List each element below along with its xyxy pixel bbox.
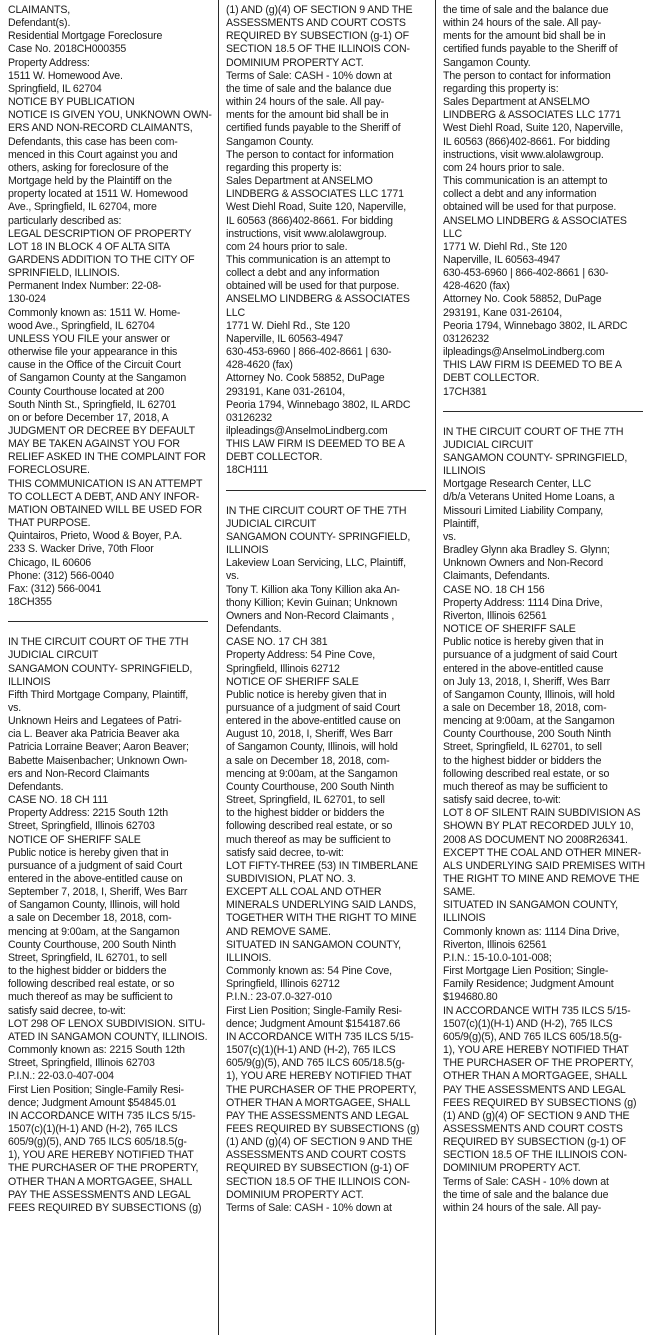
notice-line: Property Address: (8, 56, 90, 69)
notice-line: AND REMOVE SAME. (226, 925, 331, 938)
notice-line: Lakeview Loan Servicing, LLC, Plaintiff, (226, 557, 406, 570)
notice-line: 605/9(g)(5), AND 765 ILCS 605/18.5(g- (443, 1030, 622, 1043)
column-divider (435, 0, 436, 1335)
notice-line: ALS UNDERLYING SAID PREMISES WITH (443, 859, 646, 872)
notice-line: CASE NO. 18 CH 111 (8, 794, 108, 807)
notice-line: 605/9(g)(5), AND 765 ILCS 605/18.5(g- (226, 1057, 405, 1070)
notice-line: Sales Department at ANSELMO (443, 96, 590, 109)
notice-line: instructions, visit www.alolawgroup. (226, 227, 387, 240)
notice-line: Residential Mortgage Foreclosure (8, 30, 163, 43)
notice-line: THIS LAW FIRM IS DEEMED TO BE A (443, 359, 622, 372)
notice-line: Terms of Sale: CASH - 10% down at (226, 69, 392, 82)
notice-line: 1507(c)(1)(H-1) AND (H-2), 765 ILCS (8, 1122, 178, 1135)
notice-line: com 24 hours prior to sale. (226, 240, 348, 253)
notice-line: entered in the above-entitled cause on (226, 715, 401, 728)
notice-line: 428-4620 (fax) (443, 280, 510, 293)
notice-line: Commonly known as: 54 Pine Cove, (226, 965, 392, 978)
notice-line: 630-453-6960 | 866-402-8661 | 630- (443, 267, 609, 280)
notice-line: 18CH111 (226, 464, 269, 477)
notice-line: This communication is an attempt to (443, 175, 608, 188)
notice-line: Bradley Glynn aka Bradley S. Glynn; (443, 544, 610, 557)
notice-line: collect a debt and any information (443, 188, 597, 201)
notice-line: Missouri Limited Liability Company, (443, 504, 603, 517)
notice-line: wood Ave., Springfield, IL 62704 (8, 319, 155, 332)
notice-line: Street, Springfield, Illinois 62703 (8, 1057, 155, 1070)
notice-line: 17CH381 (443, 385, 487, 398)
notice-line: Claimants, Defendants. (443, 570, 550, 583)
notice-line: 18CH355 (8, 596, 52, 609)
notice-line: ments for the amount bid shall be in (443, 30, 606, 43)
notice-line: Permanent Index Number: 22-08- (8, 280, 162, 293)
notice-line: Quintairos, Prieto, Wood & Boyer, P.A. (8, 530, 183, 543)
notice-line: others, asking for foreclosure of the (8, 161, 169, 174)
notice-line: ASSESSMENTS AND COURT COSTS (443, 1122, 623, 1135)
notice-line: Sangamon County. (443, 56, 531, 69)
notice-line: Terms of Sale: CASH - 10% down at (443, 1175, 609, 1188)
legal-notice (8, 4, 214, 609)
notice-line: on or before December 17, 2018, A (8, 411, 169, 424)
notice-line: First Lien Position; Single-Family Resi- (226, 1004, 402, 1017)
notice-line: within 24 hours of the sale. All pay- (443, 1201, 602, 1214)
notice-line: Defendant(s). (8, 17, 71, 30)
notice-line: SHOWN BY PLAT RECORDED JULY 10, (443, 820, 634, 833)
notice-line: the time of sale and the balance due (443, 4, 609, 16)
notice-line: com 24 hours prior to sale. (443, 161, 565, 174)
notice-line: LINDBERG & ASSOCIATES LLC 1771 (443, 109, 621, 122)
notice-separator (8, 621, 208, 622)
notice-line: entered in the above-entitled cause on (8, 873, 183, 885)
notice-line: JUDICIAL CIRCUIT (443, 438, 534, 451)
notice-column-1 (8, 4, 214, 1333)
notice-line: Commonly known as: 1114 Dina Drive, (443, 925, 620, 938)
notice-line: THIS COMMUNICATION IS AN ATTEMPT (8, 477, 203, 490)
notice-line: Sangamon County. (226, 135, 314, 148)
notice-line: Springfield, Illinois 62712 (226, 978, 340, 991)
notice-line: Property Address: 2215 South 12th (8, 807, 168, 820)
notice-line: SITUATED IN SANGAMON COUNTY, (443, 899, 618, 912)
notice-line: FEES REQUIRED BY SUBSECTIONS (g) (226, 1122, 420, 1135)
notice-line: ATED IN SANGAMON COUNTY, ILLINOIS. (8, 1030, 208, 1043)
notice-line: P.I.N.: 22-03.0-407-004 (8, 1070, 114, 1083)
notice-line: the time of sale and the balance due (226, 82, 392, 95)
notice-line: IL 60563 (866)402-8661. For bidding (443, 135, 610, 148)
notice-line: Street, Springfield, IL 62701, to sell (226, 794, 385, 807)
notice-line: obtained will be used for that purpose. (226, 280, 400, 293)
notice-line: County Courthouse located at 200 (8, 385, 164, 398)
notice-line: REQUIRED BY SUBSECTION (g-1) OF (226, 1162, 409, 1175)
notice-line: particularly described as: (8, 214, 122, 227)
notice-line: The person to contact for information (443, 69, 611, 82)
notice-line: August 10, 2018, I, Sheriff, Wes Barr (226, 728, 393, 741)
notice-line: OTHER THAN A MORTGAGEE, SHALL (226, 1096, 411, 1109)
notice-line: Public notice is hereby given that in (226, 688, 387, 701)
notice-line: SAME. (443, 886, 476, 899)
notice-line: September 7, 2018, I, Sheriff, Wes Barr (8, 886, 188, 899)
notice-separator (443, 411, 643, 412)
notice-line: LOT FIFTY-THREE (53) IN TIMBERLANE (226, 859, 418, 872)
legal-notice (8, 636, 214, 1215)
notice-line: 605/9(g)(5), AND 765 ILCS 605/18.5(g- (8, 1136, 187, 1149)
notice-line: THE PURCHASER OF THE PROPERTY, (226, 1083, 417, 1096)
notice-line: West Diehl Road, Suite 120, Naperville, (443, 122, 624, 135)
notice-line: vs. (443, 530, 457, 543)
notice-line: Babette Maisenbacher; Unknown Own- (8, 754, 188, 767)
notice-line: d/b/a Veterans United Home Loans, a (443, 491, 615, 504)
notice-line: Property Address: 1114 Dina Drive, (443, 596, 603, 609)
notice-line: following described real estate, or so (443, 767, 610, 780)
notice-line: 1507(c)(1)(H-1) AND (H-2), 765 ILCS (226, 1044, 396, 1057)
notice-line: LOT 298 OF LENOX SUBDIVISION. SITU- (8, 1017, 206, 1030)
notice-line: LEGAL DESCRIPTION OF PROPERTY (8, 227, 192, 240)
notice-line: cause in the Office of the Circuit Court (8, 359, 181, 372)
notice-line: ers and Non-Record Claimants (8, 767, 150, 780)
notice-line: pursuance of a judgment of said Court (443, 649, 618, 662)
notice-line: REQUIRED BY SUBSECTION (g-1) OF (443, 1136, 626, 1149)
notice-line: OTHER THAN A MORTGAGEE, SHALL (443, 1070, 628, 1083)
notice-line: mencing at 9:00am, at the Sangamon (8, 925, 180, 938)
notice-line: THE PURCHASER OF THE PROPERTY, (8, 1162, 199, 1175)
notice-line: of Sangamon County, Illinois, will hold (8, 899, 180, 912)
notice-line: of Sangamon County, Illinois, will hold (443, 688, 615, 701)
notice-line: a sale on December 18, 2018, com- (8, 912, 172, 925)
notice-line: LOT 8 OF SILENT RAIN SUBDIVISION AS (443, 807, 641, 820)
notice-line: 03126232 (226, 411, 272, 424)
notice-column-2 (226, 4, 432, 1333)
notice-line: of Sangamon County, Illinois, will hold (226, 741, 398, 754)
notice-line: County Courthouse, 200 South Ninth (443, 728, 612, 741)
notice-line: ANSELMO LINDBERG & ASSOCIATES (226, 293, 410, 306)
notice-line: of Sangamon County at the Sangamon (8, 372, 187, 385)
notice-line: ments for the amount bid shall be in (226, 109, 389, 122)
notice-line: Mortgage held by the Plaintiff on the (8, 175, 172, 188)
notice-line: RELIEF ASKED IN THE COMPLAINT FOR (8, 451, 206, 464)
notice-line: Family Residence; Judgment Amount (443, 978, 614, 991)
notice-line: satisfy said decree, to-wit: (443, 794, 561, 807)
notice-line: to the highest bidder or bidders the (226, 807, 385, 820)
notice-line: ILLINOIS (226, 544, 269, 557)
notice-line: certified funds payable to the Sheriff of (443, 43, 618, 56)
notice-line: This communication is an attempt to (226, 253, 391, 266)
notice-line: PAY THE ASSESSMENTS AND LEGAL (8, 1188, 191, 1201)
notice-line: cia L. Beaver aka Patricia Beaver aka (8, 728, 180, 741)
notice-line: NOTICE OF SHERIFF SALE (443, 623, 576, 636)
notice-line: 1771 W. Diehl Rd., Ste 120 (226, 319, 350, 332)
notice-line: Fax: (312) 566-0041 (8, 582, 102, 595)
legal-notice (443, 4, 649, 399)
notice-line: ilpleadings@AnselmoLindberg.com (443, 346, 605, 359)
notice-line: mencing at 9:00am, at the Sangamon (226, 767, 398, 780)
notice-line: LOT 18 IN BLOCK 4 OF ALTA SITA (8, 240, 170, 253)
notice-line: CLAIMANTS, (8, 4, 71, 16)
notice-line: property located at 1511 W. Homewood (8, 188, 188, 201)
notice-line: Terms of Sale: CASH - 10% down at (226, 1201, 392, 1214)
notice-line: PAY THE ASSESSMENTS AND LEGAL (443, 1083, 626, 1096)
notice-line: CASE NO. 17 CH 381 (226, 636, 328, 649)
notice-line: vs. (226, 570, 240, 583)
notice-line: SANGAMON COUNTY- SPRINGFIELD, (226, 530, 411, 543)
notice-line: IN ACCORDANCE WITH 735 ILCS 5/15- (226, 1030, 414, 1043)
notice-line: Defendants, this case has been com- (8, 135, 178, 148)
notice-line: Sales Department at ANSELMO (226, 175, 373, 188)
notice-line: following described real estate, or so (8, 978, 175, 991)
notice-line: satisfy said decree, to-wit: (8, 1004, 126, 1017)
notice-line: 130-024 (8, 293, 46, 306)
notice-line: Street, Springfield, Illinois 62703 (8, 820, 155, 833)
notice-line: SANGAMON COUNTY- SPRINGFIELD, (8, 662, 193, 675)
notice-line: $194680.80 (443, 991, 498, 1004)
notice-line: ASSESSMENTS AND COURT COSTS (226, 1149, 406, 1162)
notice-line: obtained will be used for that purpose. (443, 201, 617, 214)
notice-line: the time of sale and the balance due (443, 1188, 609, 1201)
notice-line: EXCEPT THE COAL AND OTHER MINER- (443, 846, 642, 859)
notice-line: vs. (8, 701, 22, 714)
notice-line: Patricia Lorraine Beaver; Aaron Beaver; (8, 741, 189, 754)
notice-line: DOMINIUM PROPERTY ACT. (443, 1162, 581, 1175)
notice-line: The person to contact for information (226, 148, 394, 161)
notice-line: dence; Judgment Amount $154187.66 (226, 1017, 401, 1030)
notice-line: 1507(c)(1)(H-1) AND (H-2), 765 ILCS (443, 1017, 613, 1030)
notice-line: DEBT COLLECTOR. (443, 372, 540, 385)
notice-line: Tony T. Killion aka Tony Killion aka An- (226, 583, 400, 596)
notice-line: DOMINIUM PROPERTY ACT. (226, 56, 364, 69)
notice-line: following described real estate, or so (226, 820, 393, 833)
notice-line: Public notice is hereby given that in (443, 636, 604, 649)
legal-notice (226, 505, 432, 1215)
notice-line: ANSELMO LINDBERG & ASSOCIATES (443, 214, 627, 227)
notice-line: Springfield, Illinois 62712 (226, 662, 340, 675)
notice-line: Unknown Heirs and Legatees of Patri- (8, 715, 182, 728)
notice-line: 03126232 (443, 332, 489, 345)
notice-line: 2008 AS DOCUMENT NO 2008R26341. (443, 833, 628, 846)
notice-line: Plaintiff, (443, 517, 479, 530)
notice-line: Peoria 1794, Winnebago 3802, IL ARDC (443, 319, 628, 332)
notice-line: SITUATED IN SANGAMON COUNTY, (226, 938, 401, 951)
notice-line: Springfield, IL 62704 (8, 82, 102, 95)
notice-line: FEES REQUIRED BY SUBSECTIONS (g) (443, 1096, 637, 1109)
notice-line: Attorney No. Cook 58852, DuPage (443, 293, 602, 306)
notice-line: regarding this property is: (443, 82, 559, 95)
notice-line: NOTICE BY PUBLICATION (8, 96, 135, 109)
notice-line: MINERALS UNDERLYING SAID LANDS, (226, 899, 417, 912)
notice-line: Defendants. (8, 780, 64, 793)
notice-line: Owners and Non-Record Claimants , (226, 609, 395, 622)
notice-line: ILLINOIS (443, 912, 486, 925)
notice-line: SUBDIVISION, PLAT NO. 3. (226, 873, 356, 885)
notice-line: mencing at 9:00am, at the Sangamon (443, 715, 615, 728)
notice-line: IN THE CIRCUIT COURT OF THE 7TH (8, 636, 189, 649)
notice-line: NOTICE OF SHERIFF SALE (8, 833, 141, 846)
notice-line: GARDENS ADDITION TO THE CITY OF (8, 253, 195, 266)
notice-line: 1511 W. Homewood Ave. (8, 69, 123, 82)
notice-column-3 (443, 4, 649, 1333)
notice-line: regarding this property is: (226, 161, 342, 174)
notice-line: CASE NO. 18 CH 156 (443, 583, 545, 596)
column-divider (218, 0, 219, 1335)
notice-line: 630-453-6960 | 866-402-8661 | 630- (226, 346, 392, 359)
notice-line: JUDGMENT OR DECREE BY DEFAULT (8, 425, 195, 437)
notice-line: LLC (226, 306, 245, 319)
notice-line: THIS LAW FIRM IS DEEMED TO BE A (226, 438, 405, 451)
legal-notice (226, 4, 432, 478)
notice-line: satisfy said decree, to-wit: (226, 846, 344, 859)
notice-line: SANGAMON COUNTY- SPRINGFIELD, (443, 452, 628, 464)
notice-line: to the highest bidder or bidders the (8, 965, 167, 978)
notice-line: FEES REQUIRED BY SUBSECTIONS (g) (8, 1201, 202, 1214)
notice-line: 233 S. Wacker Drive, 70th Floor (8, 543, 154, 556)
notice-line: MATION OBTAINED WILL BE USED FOR (8, 503, 202, 516)
notice-line: entered in the above-entitled cause (443, 662, 604, 675)
notice-line: West Diehl Road, Suite 120, Naperville, (226, 201, 407, 214)
notice-line: ILLINOIS (443, 465, 486, 478)
notice-line: Commonly known as: 1511 W. Home- (8, 306, 181, 319)
legal-notice (443, 426, 649, 1215)
notice-line: pursuance of a judgment of said Court (8, 859, 183, 872)
notice-line: FORECLOSURE. (8, 464, 90, 477)
notice-line: collect a debt and any information (226, 267, 380, 280)
notice-line: MAY BE TAKEN AGAINST YOU FOR (8, 438, 180, 451)
notice-line: TO COLLECT A DEBT, AND ANY INFOR- (8, 490, 200, 503)
notice-line: 1), YOU ARE HEREBY NOTIFIED THAT (8, 1149, 194, 1162)
notice-line: Fifth Third Mortgage Company, Plaintiff, (8, 688, 189, 701)
notice-line: DOMINIUM PROPERTY ACT. (226, 1188, 364, 1201)
notice-line: (1) AND (g)(4) OF SECTION 9 AND THE (226, 4, 413, 16)
notice-line: JUDICIAL CIRCUIT (226, 517, 317, 530)
notice-line: ilpleadings@AnselmoLindberg.com (226, 425, 388, 437)
notice-line: THE RIGHT TO MINE AND REMOVE THE (443, 873, 640, 885)
notice-line: thony Killion; Kevin Guinan; Unknown (226, 596, 398, 609)
notice-line: NOTICE OF SHERIFF SALE (226, 675, 359, 688)
notice-line: ERS AND NON-RECORD CLAIMANTS, (8, 122, 193, 135)
notice-line: ILLINOIS. (226, 951, 272, 964)
notice-line: otherwise file your appearance in this (8, 346, 178, 359)
notice-line: SECTION 18.5 OF THE ILLINOIS CON- (443, 1149, 627, 1162)
notice-line: REQUIRED BY SUBSECTION (g-1) OF (226, 30, 409, 43)
notice-line: LINDBERG & ASSOCIATES LLC 1771 (226, 188, 404, 201)
notice-line: pursuance of a judgment of said Court (226, 701, 401, 714)
notice-line: SECTION 18.5 OF THE ILLINOIS CON- (226, 1175, 410, 1188)
notice-line: SECTION 18.5 OF THE ILLINOIS CON- (226, 43, 410, 56)
notice-line: IN ACCORDANCE WITH 735 ILCS 5/15- (443, 1004, 631, 1017)
notice-line: First Mortgage Lien Position; Single- (443, 965, 609, 978)
notice-line: THE PURCHASER OF THE PROPERTY, (443, 1057, 634, 1070)
notice-line: SPRINFIELD, ILLINOIS. (8, 267, 120, 280)
notice-line: P.I.N.: 15-10.0-101-008; (443, 951, 552, 964)
notice-line: menced in this Court against you and (8, 148, 178, 161)
notice-line: PAY THE ASSESSMENTS AND LEGAL (226, 1109, 409, 1122)
notice-line: LLC (443, 227, 462, 240)
notice-line: Phone: (312) 566-0040 (8, 569, 114, 582)
notice-line: 1), YOU ARE HEREBY NOTIFIED THAT (226, 1070, 412, 1083)
notice-line: County Courthouse, 200 South Ninth (226, 780, 395, 793)
notice-line: OTHER THAN A MORTGAGEE, SHALL (8, 1175, 193, 1188)
notice-line: certified funds payable to the Sheriff of (226, 122, 401, 135)
notice-line: Chicago, IL 60606 (8, 556, 92, 569)
notice-line: within 24 hours of the sale. All pay- (443, 17, 602, 30)
notice-line: County Courthouse, 200 South Ninth (8, 938, 177, 951)
notice-line: Defendants. (226, 623, 282, 636)
notice-line: much thereof as may be sufficient to (8, 991, 173, 1004)
notice-line: a sale on December 18, 2018, com- (443, 701, 607, 714)
notice-line: 1771 W. Diehl Rd., Ste 120 (443, 240, 567, 253)
notice-line: within 24 hours of the sale. All pay- (226, 96, 385, 109)
notice-line: much thereof as may be sufficient to (226, 833, 391, 846)
notice-line: Naperville, IL 60563-4947 (226, 332, 344, 345)
notice-line: instructions, visit www.alolawgroup. (443, 148, 604, 161)
notice-line: South Ninth St., Springfield, IL 62701 (8, 398, 177, 411)
notice-line: First Lien Position; Single-Family Resi- (8, 1083, 184, 1096)
notice-line: much thereof as may be sufficient to (443, 780, 608, 793)
notice-line: on July 13, 2018, I, Sheriff, Wes Barr (443, 675, 611, 688)
notice-line: a sale on December 18, 2018, com- (226, 754, 390, 767)
notice-line: Ave., Springfield, IL 62704, more (8, 201, 157, 214)
notice-line: IN THE CIRCUIT COURT OF THE 7TH (226, 504, 407, 517)
notice-line: P.I.N.: 23-07.0-327-010 (226, 991, 332, 1004)
notice-line: IN THE CIRCUIT COURT OF THE 7TH (443, 425, 624, 438)
notice-line: Attorney No. Cook 58852, DuPage (226, 372, 385, 385)
notice-line: Mortgage Research Center, LLC (443, 478, 592, 491)
notice-line: Naperville, IL 60563-4947 (443, 253, 561, 266)
notice-line: IN ACCORDANCE WITH 735 ILCS 5/15- (8, 1109, 196, 1122)
notice-line: to the highest bidder or bidders the (443, 754, 602, 767)
notice-line: ILLINOIS (8, 675, 51, 688)
notice-line: (1) AND (g)(4) OF SECTION 9 AND THE (443, 1109, 630, 1122)
notice-line: 1), YOU ARE HEREBY NOTIFIED THAT (443, 1044, 629, 1057)
notice-line: ASSESSMENTS AND COURT COSTS (226, 17, 406, 30)
notice-line: dence; Judgment Amount $54845.01 (8, 1096, 177, 1109)
notice-line: IL 60563 (866)402-8661. For bidding (226, 214, 393, 227)
notice-line: Riverton, Illinois 62561 (443, 938, 547, 951)
notice-line: EXCEPT ALL COAL AND OTHER (226, 886, 382, 899)
notice-line: THAT PURPOSE. (8, 517, 91, 530)
notice-line: 293191, Kane 031-26104, (443, 306, 563, 319)
notice-line: Unknown Owners and Non-Record (443, 557, 603, 570)
notice-line: NOTICE IS GIVEN YOU, UNKNOWN OWN- (8, 109, 212, 122)
notice-line: Case No. 2018CH000355 (8, 43, 127, 56)
notice-line: 428-4620 (fax) (226, 359, 293, 372)
notice-line: Property Address: 54 Pine Cove, (226, 649, 376, 662)
notice-line: Street, Springfield, IL 62701, to sell (8, 951, 167, 964)
notice-line: Peoria 1794, Winnebago 3802, IL ARDC (226, 398, 411, 411)
notice-line: Public notice is hereby given that in (8, 846, 169, 859)
notice-line: 293191, Kane 031-26104, (226, 385, 346, 398)
notice-line: UNLESS YOU FILE your answer or (8, 332, 170, 345)
notice-line: Commonly known as: 2215 South 12th (8, 1044, 185, 1057)
notice-line: (1) AND (g)(4) OF SECTION 9 AND THE (226, 1136, 413, 1149)
notice-line: Street, Springfield, IL 62701, to sell (443, 741, 602, 754)
notice-separator (226, 490, 426, 491)
notice-line: Riverton, Illinois 62561 (443, 609, 547, 622)
notice-line: DEBT COLLECTOR. (226, 451, 323, 464)
notice-line: JUDICIAL CIRCUIT (8, 649, 99, 662)
notice-line: TOGETHER WITH THE RIGHT TO MINE (226, 912, 417, 925)
